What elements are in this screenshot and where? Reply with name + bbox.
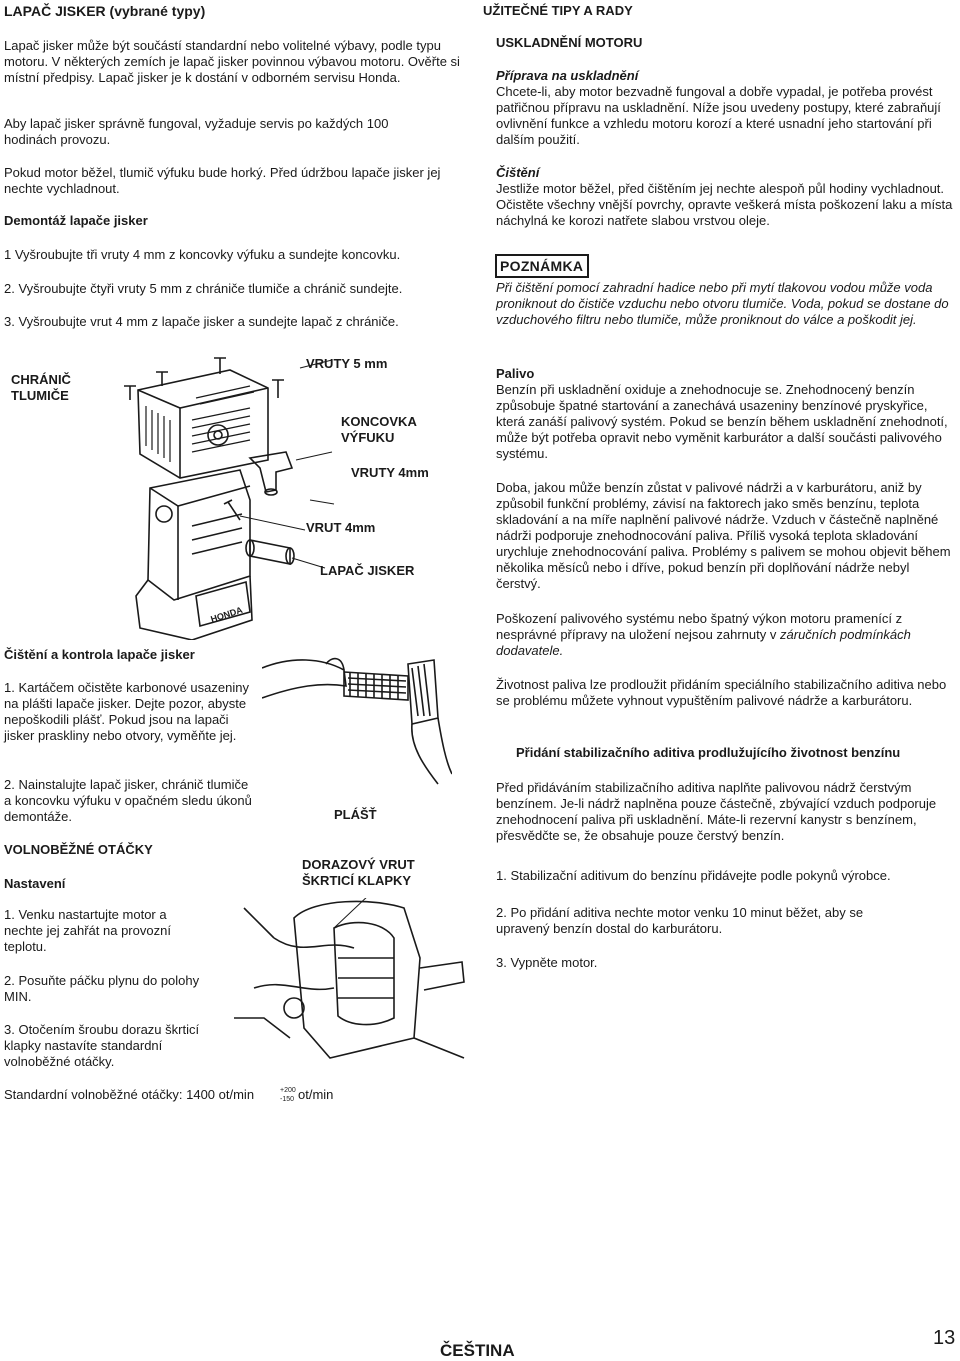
section-title-tips: UŽITEČNÉ TIPY A RADY bbox=[483, 3, 633, 18]
note-title-box: POZNÁMKA bbox=[495, 254, 589, 278]
label-spark-arrester: LAPAČ JISKER bbox=[320, 563, 415, 578]
stabilizer-step-1: 1. Stabilizační aditivum do benzínu přidávejte podle pokynů výrobce. bbox=[496, 868, 891, 883]
label-screws-5mm: VRUTY 5 mm bbox=[306, 356, 388, 371]
carburetor-illustration bbox=[234, 898, 484, 1070]
idle-step-3: 3. Otočením šroubu dorazu škrticí klapky nastavíte standardní volnoběžné otáčky. bbox=[4, 1022, 200, 1069]
heading-idle-speed: VOLNOBĚŽNÉ OTÁČKY bbox=[4, 842, 153, 857]
paragraph-intro: Lapač jisker může být součástí standardní nebo volitelné výbavy, podle typu motoru. V některých zemích je lapač jisker povinnou výbavou motoru. Ověřte si místní předpisy. Lapač jisker je k dostání v odborném servisu Honda. bbox=[4, 38, 460, 85]
heading-engine-storage: USKLADNĚNÍ MOTORU bbox=[496, 35, 643, 50]
spark-arrester-shape bbox=[250, 540, 290, 564]
idle-standard-speed bbox=[4, 1087, 254, 1103]
heading-stabilizer: Přidání stabilizačního aditiva prodlužujícího životnost benzínu bbox=[516, 745, 901, 760]
section-title-spark-arrester: LAPAČ JISKER (vybrané typy) bbox=[4, 3, 206, 19]
removal-step-3: 3. Vyšroubujte vrut 4 mm z lapače jisker a sundejte lapač z chrániče. bbox=[4, 314, 399, 329]
paragraph-fuel-3: Poškození palivového systému nebo špatný výkon motoru pramenící z nesprávné přípravy na uložení nejsou zahrnuty v záručních podmínkách dodavatele. bbox=[496, 611, 911, 658]
cleaning-step-1: 1. Kartáčem očistěte karbonové usazeniny na plášti lapače jisker. Dejte pozor, abyste nepoškodili plášť. Pokud jsou na lapači jisker praskliny nebo otvory, vyměňte jej. bbox=[4, 680, 249, 743]
brush-cleaning-illustration bbox=[262, 646, 452, 786]
label-housing: PLÁŠŤ bbox=[334, 807, 377, 822]
idle-tolerance-minus: -150 bbox=[280, 1096, 295, 1103]
exhaust-end-shape bbox=[250, 452, 292, 492]
hand-left-shape bbox=[262, 660, 346, 698]
label-throttle-stop-screw: DORAZOVÝ VRUT ŠKRTICÍ KLAPKY bbox=[302, 857, 415, 888]
muffler-exploded-diagram bbox=[100, 350, 340, 640]
cleaning-step-2: 2. Nainstalujte lapač jisker, chránič tlumiče a koncovku výfuku v opačném sledu úkonů demontáže. bbox=[4, 777, 252, 824]
paragraph-fuel-4: Životnost paliva lze prodloužit přidáním speciálního stabilizačního aditiva nebo se problému můžete vyhnout vypuštěním palivové nádrže a karburátoru. bbox=[496, 677, 947, 708]
heading-storage-prep: Příprava na uskladnění bbox=[496, 68, 639, 83]
paragraph-service-interval: Aby lapač jisker správně fungoval, vyžaduje servis po každých 100 hodinách provozu. bbox=[4, 116, 389, 147]
label-screws-4mm: VRUTY 4mm bbox=[351, 465, 429, 480]
heading-removal: Demontáž lapače jisker bbox=[4, 213, 148, 228]
idle-standard-suffix: ot/min bbox=[298, 1087, 334, 1102]
paragraph-hot-warning: Pokud motor běžel, tlumič výfuku bude horký. Před údržbou lapače jisker jej nechte vychladnout. bbox=[4, 165, 441, 196]
heading-cleaning-tips: Čištění bbox=[496, 165, 540, 180]
heading-adjustment: Nastavení bbox=[4, 876, 66, 891]
idle-step-1: 1. Venku nastartujte motor a nechte jej zahřát na provozní teplotu. bbox=[4, 907, 171, 954]
heading-fuel: Palivo bbox=[496, 366, 535, 381]
paragraph-cleaning-tips: Jestliže motor běžel, před čištěním jej nechte alespoň půl hodiny vychladnout. Očistěte všechny vnější povrchy, opravte veškerá místa poškození laku a místa náchylná ke korozi natřete slabou vrstvou oleje. bbox=[496, 181, 953, 228]
idle-standard-prefix: Standardní volnoběžné otáčky: 1400 ot/min bbox=[4, 1087, 255, 1102]
paragraph-storage-prep: Chcete-li, aby motor bezvadně fungoval a dobře vypadal, je potřeba provést patřičnou přípravu na uskladnění. Níže jsou uvedeny postupy, které zabraňují ovlivnění funkce a vzhledu motoru korozí a které usnadní jeho startování při dalším použití. bbox=[496, 84, 941, 147]
paragraph-fuel-2: Doba, jakou může benzín zůstat v palivové nádrži a v karburátoru, aniž by způsobil funkční problémy, závisí na faktorech jako směs benzínu, teplota skladování a na míře naplnění palivové nádrže. Vzduch v částečně naplněné nádrži podporuje znehodnocování paliva. Příliš vysoká teplota skladování urychluje znehodnocování paliva. Problémy s palivem se mohou objevit během několika měsíců nebo i dříve, pokud benzín při doplňování nádrže nebyl čerstvý. bbox=[496, 480, 951, 591]
label-muffler-protector: CHRÁNIČ TLUMIČE bbox=[11, 372, 71, 403]
heading-cleaning: Čištění a kontrola lapače jisker bbox=[4, 647, 195, 662]
footer-language: ČEŠTINA bbox=[440, 1341, 515, 1360]
page-number: 13 bbox=[933, 1327, 956, 1349]
engine-brand-text: HONDA bbox=[209, 604, 244, 625]
stabilizer-step-3: 3. Vypněte motor. bbox=[496, 955, 598, 970]
removal-step-1: 1 Vyšroubujte tři vruty 4 mm z koncovky výfuku a sundejte koncovku. bbox=[4, 247, 401, 262]
paragraph-stabilizer: Před přidáváním stabilizačního aditiva naplňte palivovou nádrž čerstvým benzínem. Je-li nádrž naplněna pouze částečně, zbývající vzduch podporuje znehodnocení paliva při uskladnění. Máte-li rezervní kanystr s benzínem, přesvědčte se, že obsahuje pouze čerstvý benzín. bbox=[496, 780, 937, 843]
removal-step-2: 2. Vyšroubujte čtyři vruty 5 mm z chrániče tlumiče a chránič sundejte. bbox=[4, 281, 403, 296]
paragraph-fuel-1: Benzín při uskladnění oxiduje a znehodnocuje se. Znehodnocený benzín způsobuje špatné startování a zanechává usazeniny benzínové pryskyřice, která zanáší palivový systém. Pokud se benzín během uskladnění znehodnotí, může být potřeba opravit nebo vyměnit karburátor a další součásti palivového systému. bbox=[496, 382, 948, 461]
label-screw-4mm: VRUT 4mm bbox=[306, 520, 376, 535]
idle-tolerance-plus: +200 bbox=[280, 1087, 296, 1094]
warranty-terms-text: záručních podmínkách dodavatele. bbox=[496, 627, 911, 658]
idle-step-2: 2. Posuňte páčku plynu do polohy MIN. bbox=[4, 973, 200, 1004]
label-exhaust-end: KONCOVKA VÝFUKU bbox=[341, 414, 417, 445]
paragraph-note: Při čištění pomocí zahradní hadice nebo při mytí tlakovou vodou může voda proniknout do čističe vzduchu nebo otvoru tlumiče. Voda, pokud se dostane do vzduchového filtru nebo tlumiče, může proniknout do válce a poškodit jej. bbox=[496, 280, 949, 327]
stabilizer-step-2: 2. Po přidání aditiva nechte motor venku 10 minut běžet, aby se upravený benzín dostal do karburátoru. bbox=[496, 905, 864, 936]
